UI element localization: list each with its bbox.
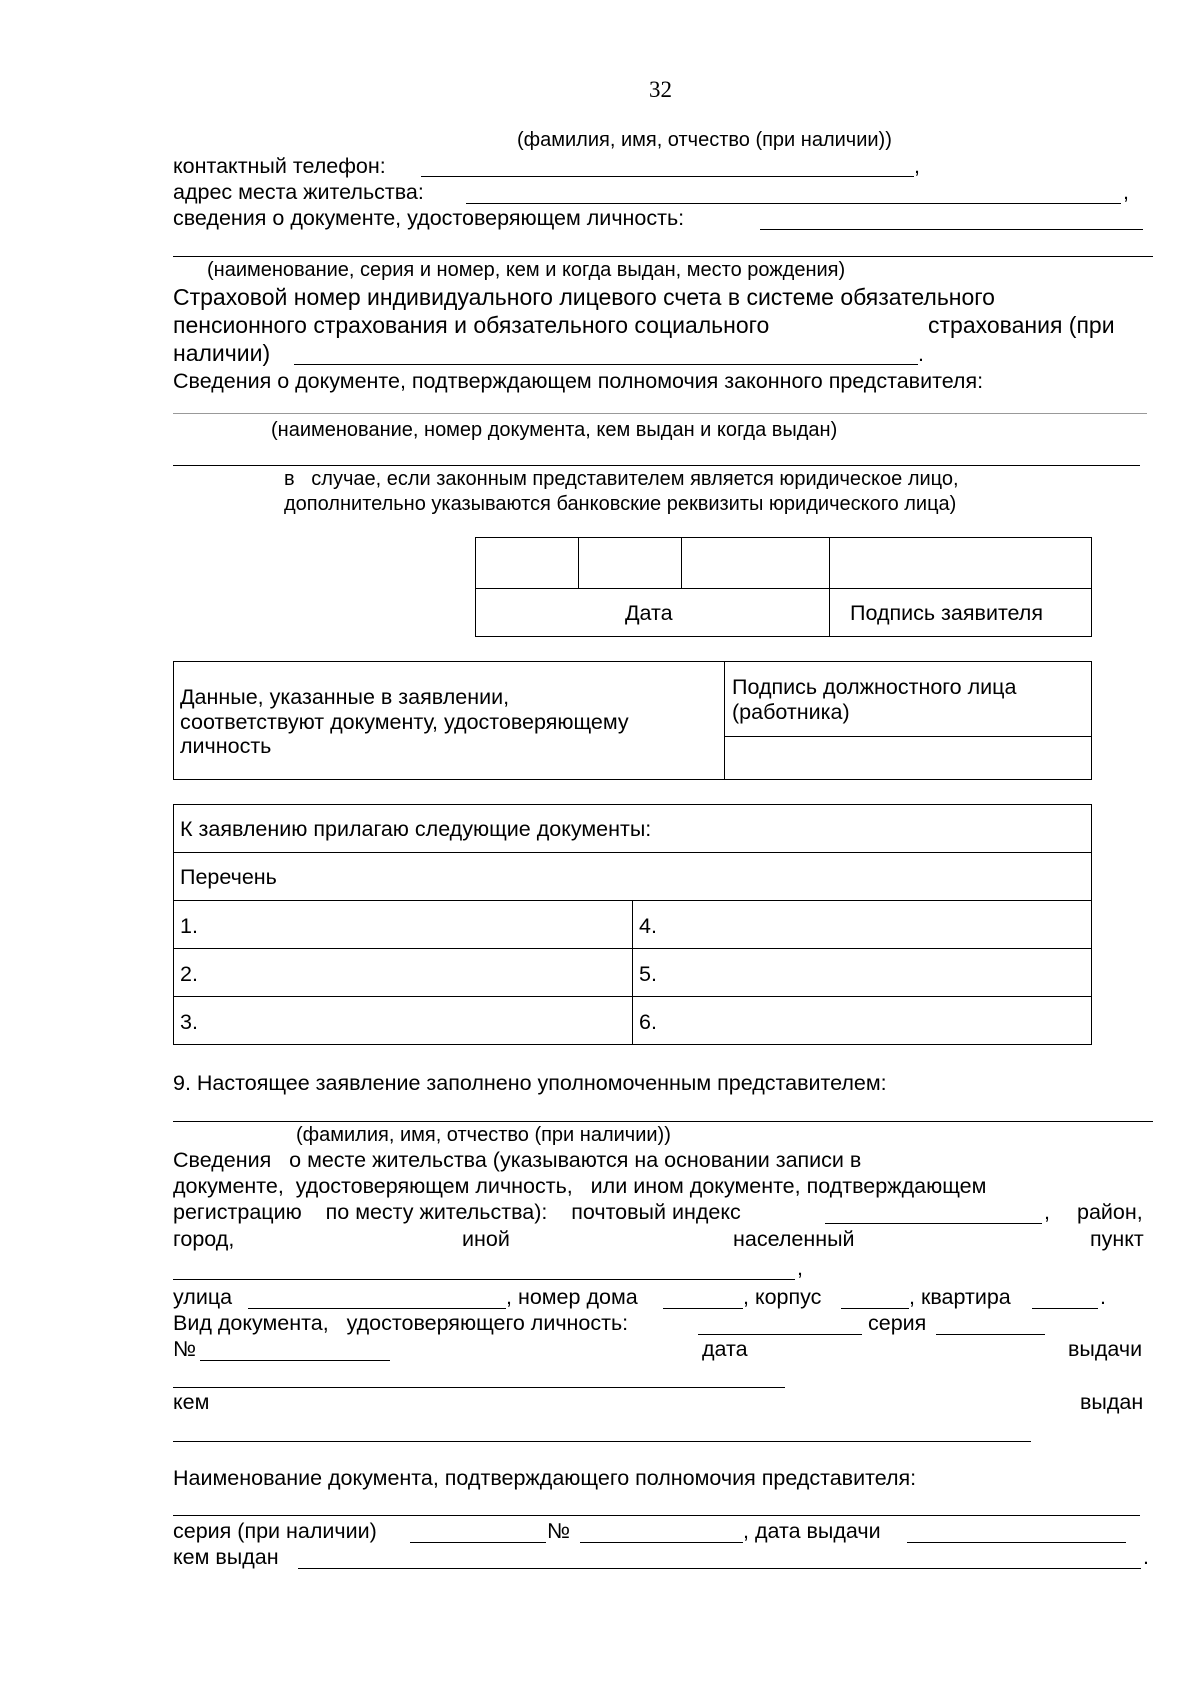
issued-by-field-line[interactable] [173, 1441, 1031, 1442]
number-field-line[interactable] [200, 1360, 390, 1361]
rep-doc-caption: (наименование, номер документа, кем выдан и когда выдан) [271, 419, 838, 441]
id-doc-field-line[interactable] [760, 229, 1143, 230]
city-word-1: город, [173, 1227, 235, 1251]
authority-doc-label: Наименование документа, подтверждающего полномочия представителя: [173, 1466, 917, 1490]
address-label: адрес места жительства: [173, 180, 424, 204]
verification-row-divider [724, 736, 1092, 737]
flat-field-line[interactable] [1032, 1308, 1098, 1309]
attachments-row-divider-1 [173, 852, 1092, 853]
signature-column-divider [829, 537, 830, 637]
attachment-item-5[interactable]: 5. [639, 962, 657, 986]
legal-note-line-2: дополнительно указываются банковские реквизиты юридического лица) [284, 493, 957, 515]
snils-line-2b: страхования (при [928, 312, 1115, 338]
issued-by-label: кем [173, 1390, 210, 1414]
attachment-item-3[interactable]: 3. [180, 1010, 198, 1034]
id-doc-caption: (наименование, серия и номер, кем и когда выдан, место рождения) [207, 259, 846, 281]
snils-period: . [918, 342, 924, 366]
issue-date-field-line[interactable] [173, 1387, 785, 1388]
rep-doc-field-line-2[interactable] [173, 465, 1140, 466]
attachment-item-4[interactable]: 4. [639, 914, 657, 938]
district-label: район, [1077, 1200, 1143, 1224]
house-field-line[interactable] [663, 1308, 743, 1309]
rep-doc-field-line[interactable] [173, 413, 1147, 414]
postal-index-comma: , [1044, 1200, 1050, 1224]
auth-issued-by-label: кем выдан [173, 1545, 279, 1569]
phone-comma: , [914, 154, 920, 178]
date-cell-divider-2 [681, 537, 682, 588]
date-input-cell-2[interactable] [580, 539, 680, 587]
auth-number-label: № [547, 1519, 571, 1543]
attachment-item-1[interactable]: 1. [180, 914, 198, 938]
auth-issued-by-field-line[interactable] [298, 1568, 1141, 1569]
auth-series-label: серия (при наличии) [173, 1519, 377, 1543]
street-label: улица [173, 1285, 233, 1309]
residence-line-1: Сведения о месте жительства (указываются на основании записи в [173, 1148, 862, 1172]
auth-date-field-line[interactable] [907, 1542, 1126, 1543]
residence-line-3: регистрацию по месту жительства): почтовый индекс [173, 1200, 741, 1224]
flat-label: , квартира [909, 1285, 1011, 1309]
auth-date-label: , дата выдачи [743, 1519, 881, 1543]
id-doc-label: сведения о документе, удостоверяющем личность: [173, 206, 685, 230]
id-doc-field-line-2[interactable] [173, 256, 1153, 257]
issue-date-label: дата [702, 1337, 748, 1361]
postal-index-line[interactable] [825, 1223, 1042, 1224]
date-input-cell-1[interactable] [477, 539, 577, 587]
issue-label: выдачи [1068, 1337, 1143, 1361]
page-number: 32 [649, 77, 672, 102]
attachments-header: К заявлению прилагаю следующие документы: [180, 817, 652, 841]
signature-label: Подпись заявителя [850, 601, 1043, 625]
snils-line-3: наличии) [173, 340, 271, 366]
rep-doc-label: Сведения о документе, подтверждающем полномочия законного представителя: [173, 369, 984, 393]
flat-period: . [1100, 1285, 1106, 1309]
attachment-item-2[interactable]: 2. [180, 962, 198, 986]
house-label: , номер дома [506, 1285, 638, 1309]
snils-field-line[interactable] [294, 364, 918, 365]
legal-note-line-1: в случае, если законным представителем является юридическое лицо, [284, 468, 959, 490]
attachment-item-6[interactable]: 6. [639, 1010, 657, 1034]
id-kind-field-line[interactable] [698, 1334, 862, 1335]
authority-doc-field-line[interactable] [173, 1515, 1140, 1516]
official-signature-input[interactable] [726, 738, 1090, 778]
attachments-column-divider [632, 900, 633, 1045]
building-label: , корпус [743, 1285, 822, 1309]
verification-column-divider [724, 661, 725, 780]
phone-field-line[interactable] [421, 176, 914, 177]
date-cell-divider-1 [578, 537, 579, 588]
settlement-field-line[interactable] [173, 1279, 795, 1280]
representative-fio-line[interactable] [173, 1121, 1153, 1122]
address-field-line[interactable] [466, 203, 1121, 204]
representative-section-title: 9. Настоящее заявление заполнено уполномоченным представителем: [173, 1071, 887, 1095]
attachments-list-label: Перечень [180, 865, 277, 889]
series-field-line[interactable] [936, 1334, 1045, 1335]
settlement-comma: , [797, 1256, 803, 1280]
representative-fio-caption: (фамилия, имя, отчество (при наличии)) [296, 1124, 671, 1146]
issued-label: выдан [1080, 1390, 1144, 1414]
auth-number-field-line[interactable] [580, 1542, 743, 1543]
city-word-3: населенный [733, 1227, 855, 1251]
city-word-4: пункт [1090, 1227, 1144, 1251]
signature-input-cell[interactable] [831, 539, 1090, 587]
auth-series-field-line[interactable] [410, 1542, 546, 1543]
building-field-line[interactable] [841, 1308, 909, 1309]
snils-line-2a: пенсионного страхования и обязательного социального [173, 312, 770, 338]
series-label: серия [868, 1311, 927, 1335]
residence-line-2: документе, удостоверяющем личность, или ином документе, подтверждающем [173, 1174, 987, 1198]
auth-issued-by-period: . [1143, 1545, 1149, 1569]
address-comma: , [1123, 180, 1129, 204]
phone-label: контактный телефон: [173, 154, 386, 178]
date-input-cell-3[interactable] [683, 539, 828, 587]
verification-text: Данные, указанные в заявлении, соответствуют документу, удостоверяющему личность [180, 685, 629, 759]
official-signature-label: Подпись должностного лица (работника) [732, 675, 1017, 724]
number-label: № [173, 1337, 197, 1361]
street-field-line[interactable] [248, 1308, 506, 1309]
signature-table-row-divider [475, 588, 1092, 589]
city-word-2: иной [462, 1227, 510, 1251]
fio-caption: (фамилия, имя, отчество (при наличии)) [517, 129, 892, 151]
snils-line-1: Страховой номер индивидуального лицевого счета в системе обязательного [173, 284, 995, 310]
date-label: Дата [625, 601, 673, 625]
id-kind-label: Вид документа, удостоверяющего личность: [173, 1311, 629, 1335]
